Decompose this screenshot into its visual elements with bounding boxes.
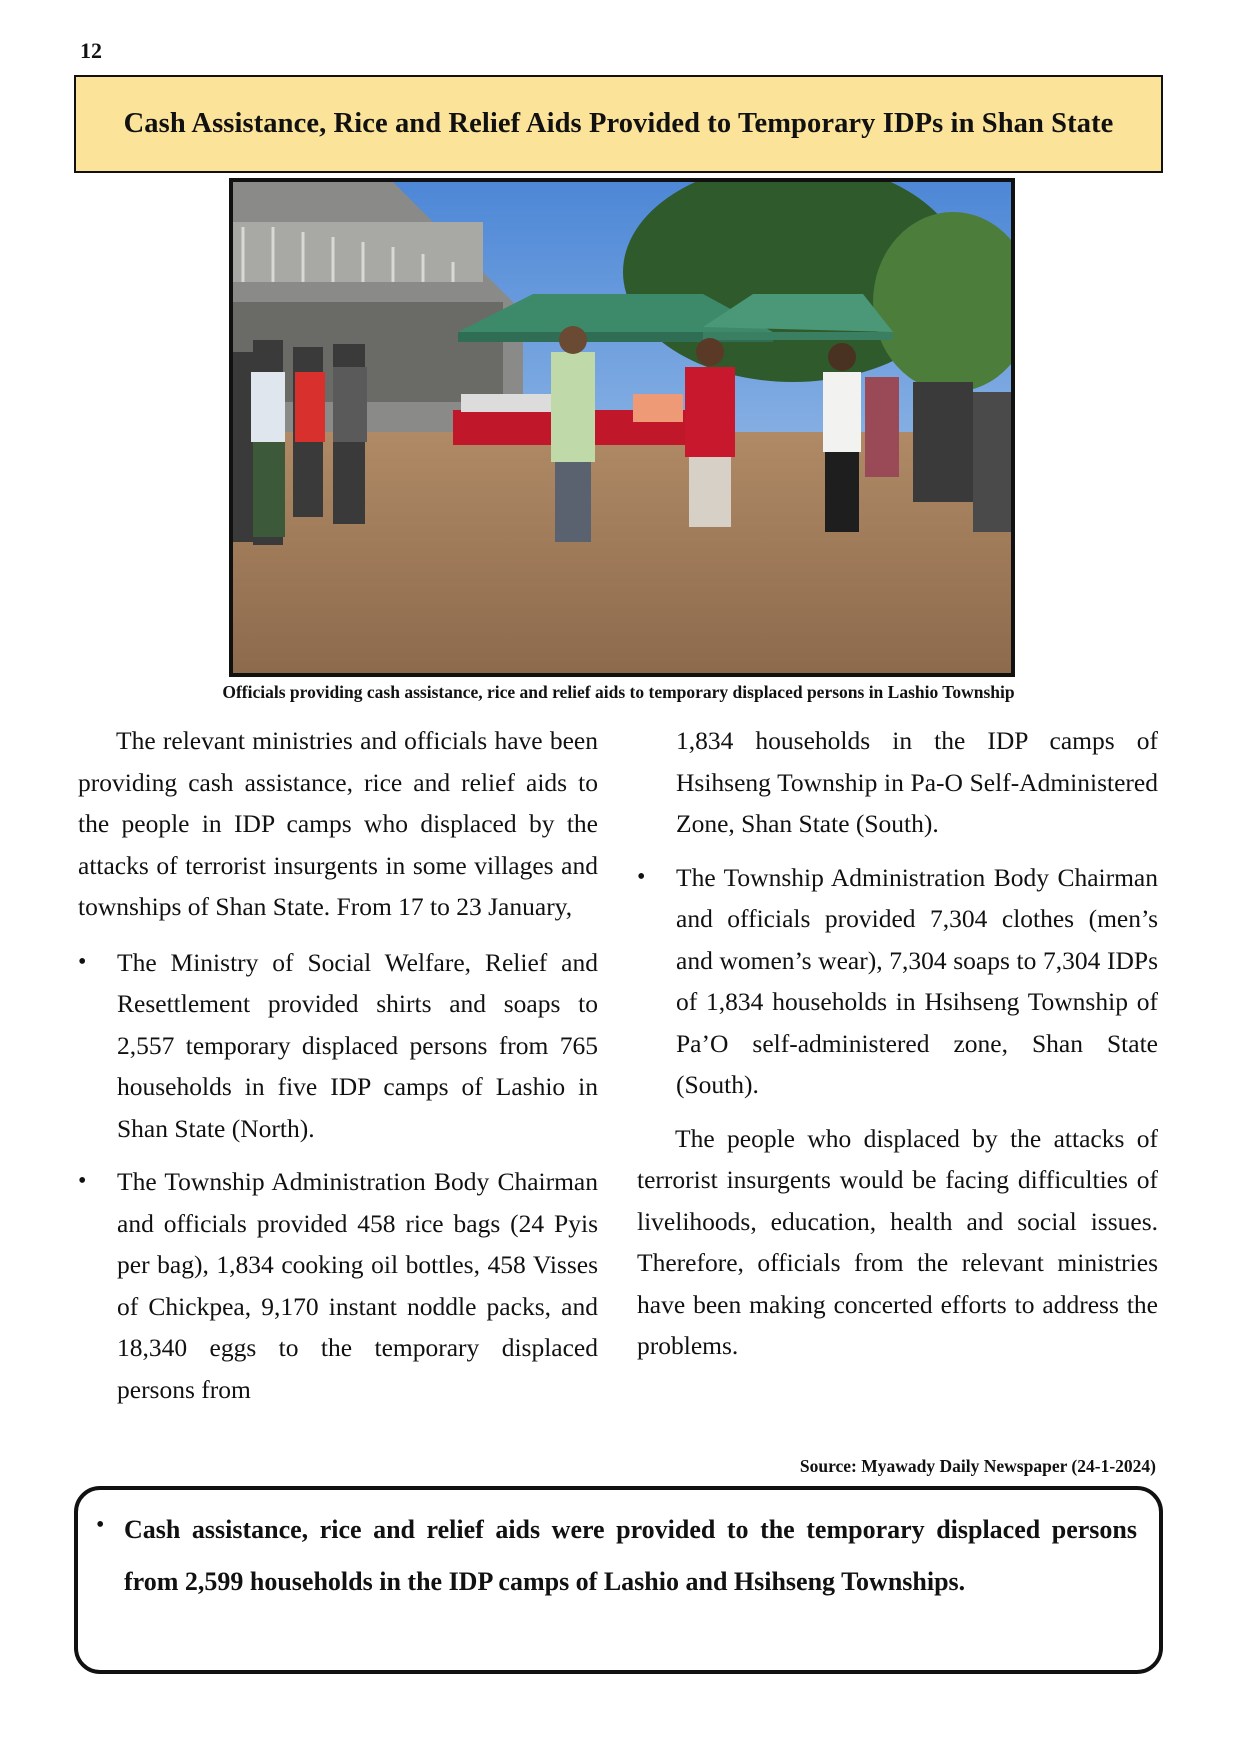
article-photo bbox=[229, 178, 1015, 677]
bullet-list-left bbox=[78, 942, 598, 1411]
bullet-icon: • bbox=[96, 1512, 105, 1538]
bullet-icon: • bbox=[637, 863, 646, 890]
photo-caption: Officials providing cash assistance, rice and relief aids to temporary displaced persons in Lashio Township bbox=[222, 682, 1015, 702]
list-item: • The Ministry of Social Welfare, Relief and Resettlement provided shirts and soaps to 2,557 temporary displaced persons from 765 households in five IDP camps of Lashio in Shan State (North). bbox=[78, 942, 598, 1150]
title-banner bbox=[74, 75, 1163, 173]
list-item: • The Township Administration Body Chairman and officials provided 7,304 clothes (men’s and women’s wear), 7,304 soaps to 7,304 IDPs of 1,834 households in Hsihseng Township of Pa’O self-administered zone, Shan State (South). bbox=[637, 857, 1158, 1106]
article-column-right bbox=[637, 720, 1158, 1367]
article-column-left bbox=[78, 720, 598, 1422]
bullet-list-right bbox=[637, 857, 1158, 1106]
photo-illustration bbox=[233, 182, 1011, 673]
bullet-icon: • bbox=[78, 1168, 87, 1194]
page-title: Cash Assistance, Rice and Relief Aids Provided to Temporary IDPs in Shan State bbox=[123, 108, 1114, 139]
intro-paragraph: The relevant ministries and officials have been providing cash assistance, rice and relief aids to the people in IDP camps who displaced by the attacks of terrorist insurgents in some villages and townships of Shan State. From 17 to 23 January, bbox=[78, 726, 598, 921]
list-item: • The Township Administration Body Chairman and officials provided 458 rice bags (24 Pyis per bag), 1,834 cooking oil bottles, 458 Visses of Chickpea, 9,170 instant noddle packs, and 18,340 eggs to the temporary displaced persons from bbox=[78, 1161, 598, 1410]
bullet-icon: • bbox=[78, 948, 87, 975]
closing-paragraph: The people who displaced by the attacks of terrorist insurgents would be facing difficulties of livelihoods, education, health and social issues. Therefore, officials from the relevant ministries have been making concerted efforts to address the problems. bbox=[637, 1123, 1158, 1360]
source-line: Source: Myawady Daily Newspaper (24-1-2024) bbox=[799, 1456, 1156, 1476]
page-number: 12 bbox=[80, 38, 102, 63]
summary-box bbox=[74, 1486, 1163, 1674]
bullet-continuation: 1,834 households in the IDP camps of Hsihseng Township in Pa-O Self-Administered Zone, Shan State (South). bbox=[676, 726, 1158, 838]
summary-text: Cash assistance, rice and relief aids were provided to the temporary displaced persons from 2,599 households in the IDP camps of Lashio and Hsihseng Townships. bbox=[124, 1515, 1137, 1596]
